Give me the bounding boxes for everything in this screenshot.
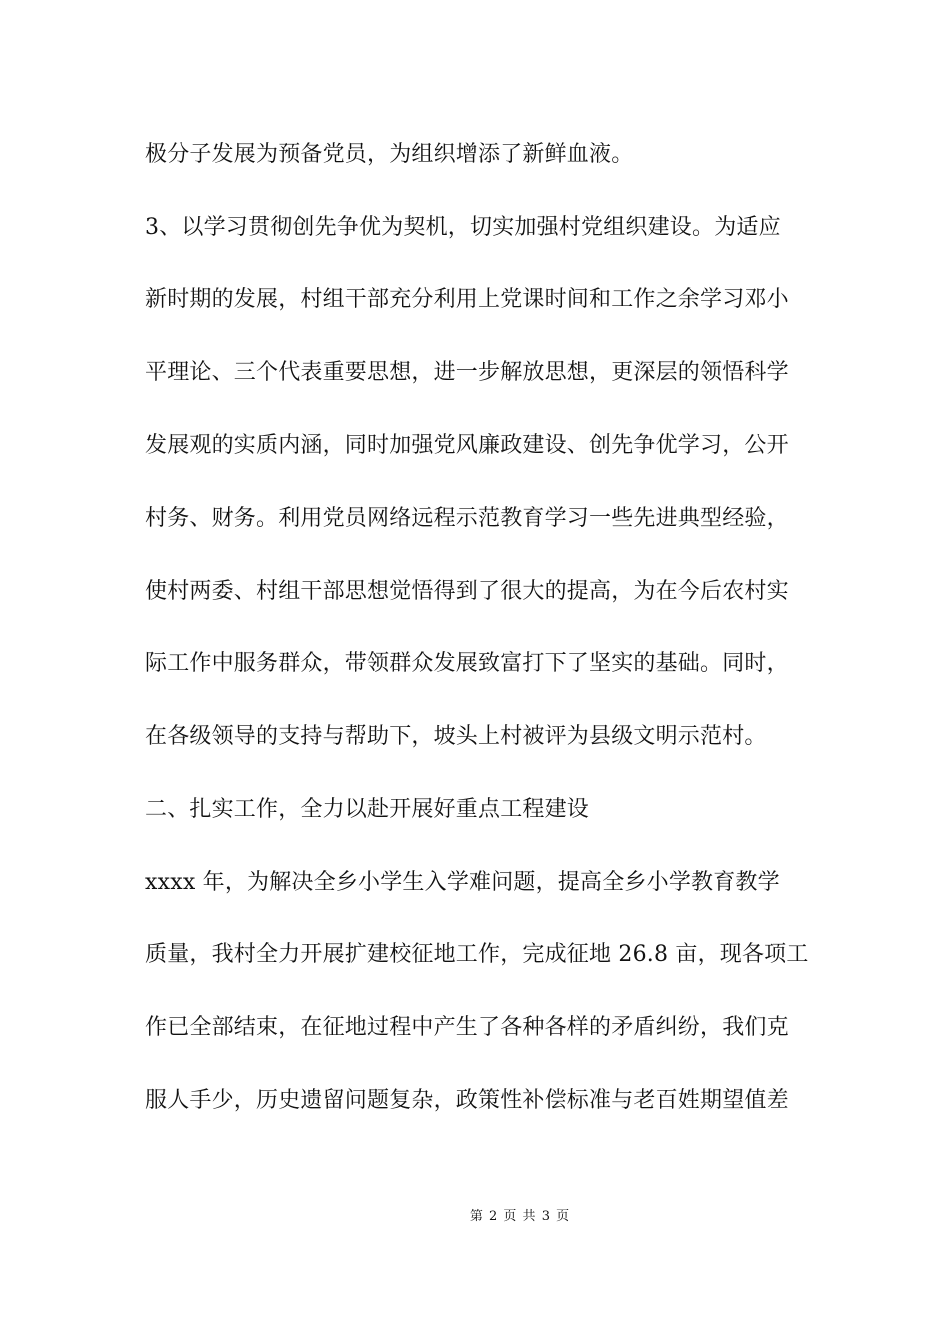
text-line: 发展观的实质内涵，同时加强党风廉政建设、创先争优学习，公开 <box>145 433 789 458</box>
section-heading: 二、扎实工作，全力以赴开展好重点工程建设 <box>145 797 590 822</box>
text-line: 服人手少，历史遗留问题复杂，政策性补偿标准与老百姓期望值差 <box>145 1088 789 1113</box>
text-line: 新时期的发展，村组干部充分利用上党课时间和工作之余学习邓小 <box>145 287 789 312</box>
page-number-footer: 第 2 页 共 3 页 <box>469 1209 571 1224</box>
text-line: 际工作中服务群众，带领群众发展致富打下了坚实的基础。同时， <box>145 651 789 676</box>
text-line: 在各级领导的支持与帮助下，坡头上村被评为县级文明示范村。 <box>145 724 767 749</box>
text-line: 使村两委、村组干部思想觉悟得到了很大的提高，为在今后农村实 <box>145 579 789 604</box>
text-line: 村务、财务。利用党员网络远程示范教育学习一些先进典型经验， <box>145 506 789 531</box>
text-line: 质量，我村全力开展扩建校征地工作，完成征地 26.8 亩，现各项工 <box>145 942 809 967</box>
text-line: 作已全部结束，在征地过程中产生了各种各样的矛盾纠纷，我们克 <box>145 1015 789 1040</box>
text-line: xxxx 年，为解决全乡小学生入学难问题，提高全乡小学教育教学 <box>145 870 780 895</box>
text-line: 3、以学习贯彻创先争优为契机，切实加强村党组织建设。为适应 <box>145 215 781 240</box>
text-line: 平理论、三个代表重要思想，进一步解放思想，更深层的领悟科学 <box>145 360 789 385</box>
text-line: 极分子发展为预备党员，为组织增添了新鲜血液。 <box>145 142 634 167</box>
